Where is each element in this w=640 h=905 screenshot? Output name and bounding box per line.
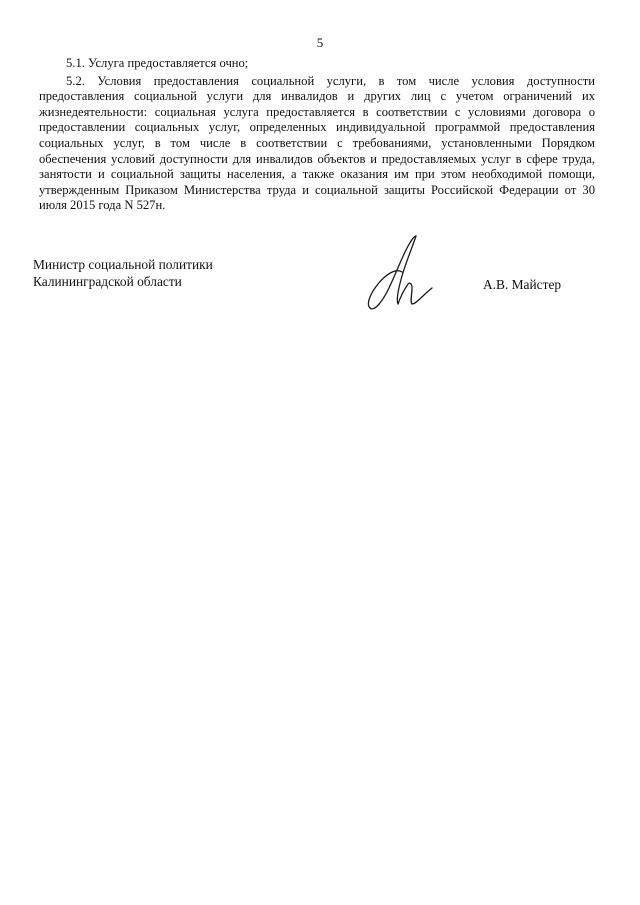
paragraph-5-2: 5.2. Условия предоставления социальной услуги, в том числе условия доступности предоставления социальной услуги для инвалидов и других лиц с учетом ограничений их жизнедеятельности: социальная услуга предоставляется в соответствии с условиями договора о предоставлении социальных услуг, определенных индивидуальной программой предоставления социальных услуг, в том числе в соответствии с требованиями, установленными Порядком обеспечения условий доступности для инвалидов объектов и предоставляемых услуг в сфере труда, занятости и социальной защиты населения, а также оказания им при этом необходимой помощи, утвержденным Приказом Министерства труда и социальной защиты Российской Федерации от 30 июля 2015 года N 527н. [39, 73, 595, 213]
paragraph-5-1: 5.1. Услуга предоставляется очно; [66, 56, 249, 70]
document-body [39, 56, 595, 216]
signatory-position [33, 256, 213, 290]
signatory-name: А.В. Майстер [483, 277, 562, 292]
signatory-position-line2: Калининградской области [33, 274, 182, 289]
page-number: 5 [316, 35, 324, 50]
signatory-position-line1: Министр социальной политики [33, 257, 213, 272]
handwritten-signature-icon [358, 232, 436, 318]
